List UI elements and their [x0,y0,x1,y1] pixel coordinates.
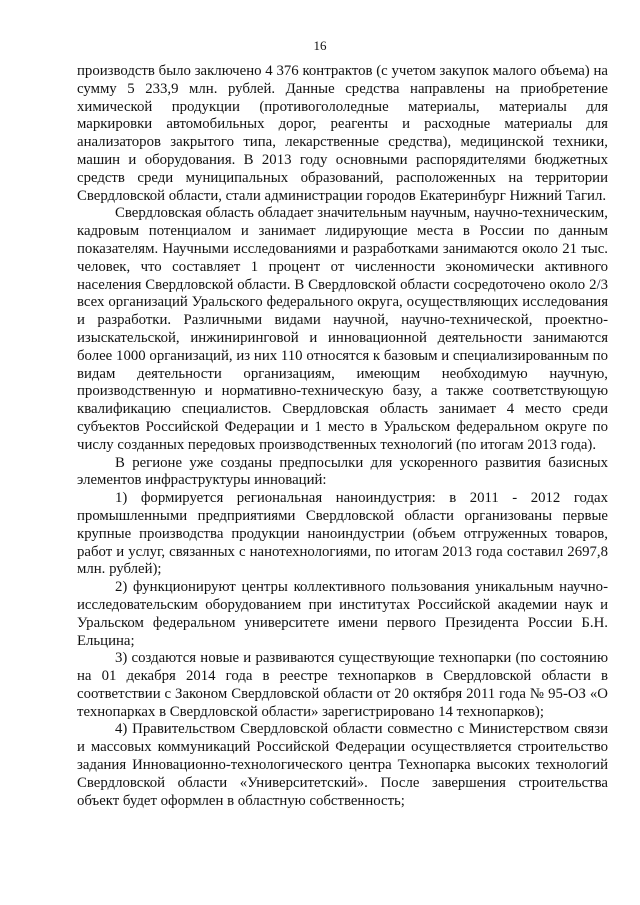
list-item-technoparks: 3) создаются новые и развиваются существующие технопарки (по состоянию на 01 декабря 2014 года в реестре технопарков в Свердловской области в соответствии с Законом Свердловской области от 20 октября 2011 года № 95-ОЗ «О технопарках в Свердловской области» зарегистрировано 14 технопарков); [77,650,608,720]
paragraph-procurement-continuation: производств было заключено 4 376 контрактов (с учетом закупок малого объема) на сумму 5 233,9 млн. рублей. Данные средства направлены на приобретение химической продукции (противогололедные материалы, материалы для маркировки автомобильных дорог, реагенты и расходные материалы для анализаторов закрытого типа, лекарственные средства), медицинской техники, машин и оборудования. В 2013 году основными распорядителями бюджетных средств среди муниципальных образований, расположенных на территории Свердловской области, стали администрации городов Екатеринбург Нижний Тагил. [77,63,608,204]
paragraph-innovation-prerequisites: В регионе уже созданы предпосылки для ускоренного развития базисных элементов инфраструктуры инноваций: [77,454,608,489]
page-number: 16 [313,38,327,53]
paragraph-scientific-potential: Свердловская область обладает значительным научным, научно-техническим, кадровым потенциалом и занимает лидирующие места в России по данным показателям. Научными исследованиями и разработками занимаются около 21 тыс. человек, что составляет 1 процент от численности экономически активного населения Свердловской области. В Свердловской области сосредоточено около 2/3 всех организаций Уральского федерального округа, осуществляющих исследования и разработки. Различными видами научной, научно-технической, проектно-изыскательской, инжиниринговой и инновационной деятельности занимаются более 1000 организаций, из них 110 относятся к базовым и специализированным по видам деятельности организациям, имеющим необходимую научную, производственную и нормативно-техническую базу, а также соответствующую квалификацию специалистов. Свердловская область занимает 4 место среди субъектов Российской Федерации и 1 место в Уральском федеральном округе по числу созданных передовых производственных технологий (по итогам 2013 года). [77,205,608,453]
list-item-technopark-construction: 4) Правительством Свердловской области совместно с Министерством связи и массовых коммуникаций Российской Федерации осуществляется строительство задания Инновационно-технологического центра Технопарка высоких технологий Свердловской области «Университетский». После завершения строительства объект будет оформлен в областную собственность; [77,721,608,809]
list-item-nanoindustry: 1) формируется региональная наноиндустрия: в 2011 - 2012 годах промышленными предприятиями Свердловской области организованы первые крупные производства продукции наноиндустрии (объем отгруженных товаров, работ и услуг, связанных с нанотехнологиями, по итогам 2013 года составил 2697,8 млн. рублей); [77,490,608,578]
document-body [77,63,608,810]
list-item-shared-equipment-centers: 2) функционируют центры коллективного пользования уникальным научно-исследовательским оборудованием при институтах Российской академии наук и Уральском федеральном университете имени первого Президента России Б.Н. Ельцина; [77,579,608,649]
